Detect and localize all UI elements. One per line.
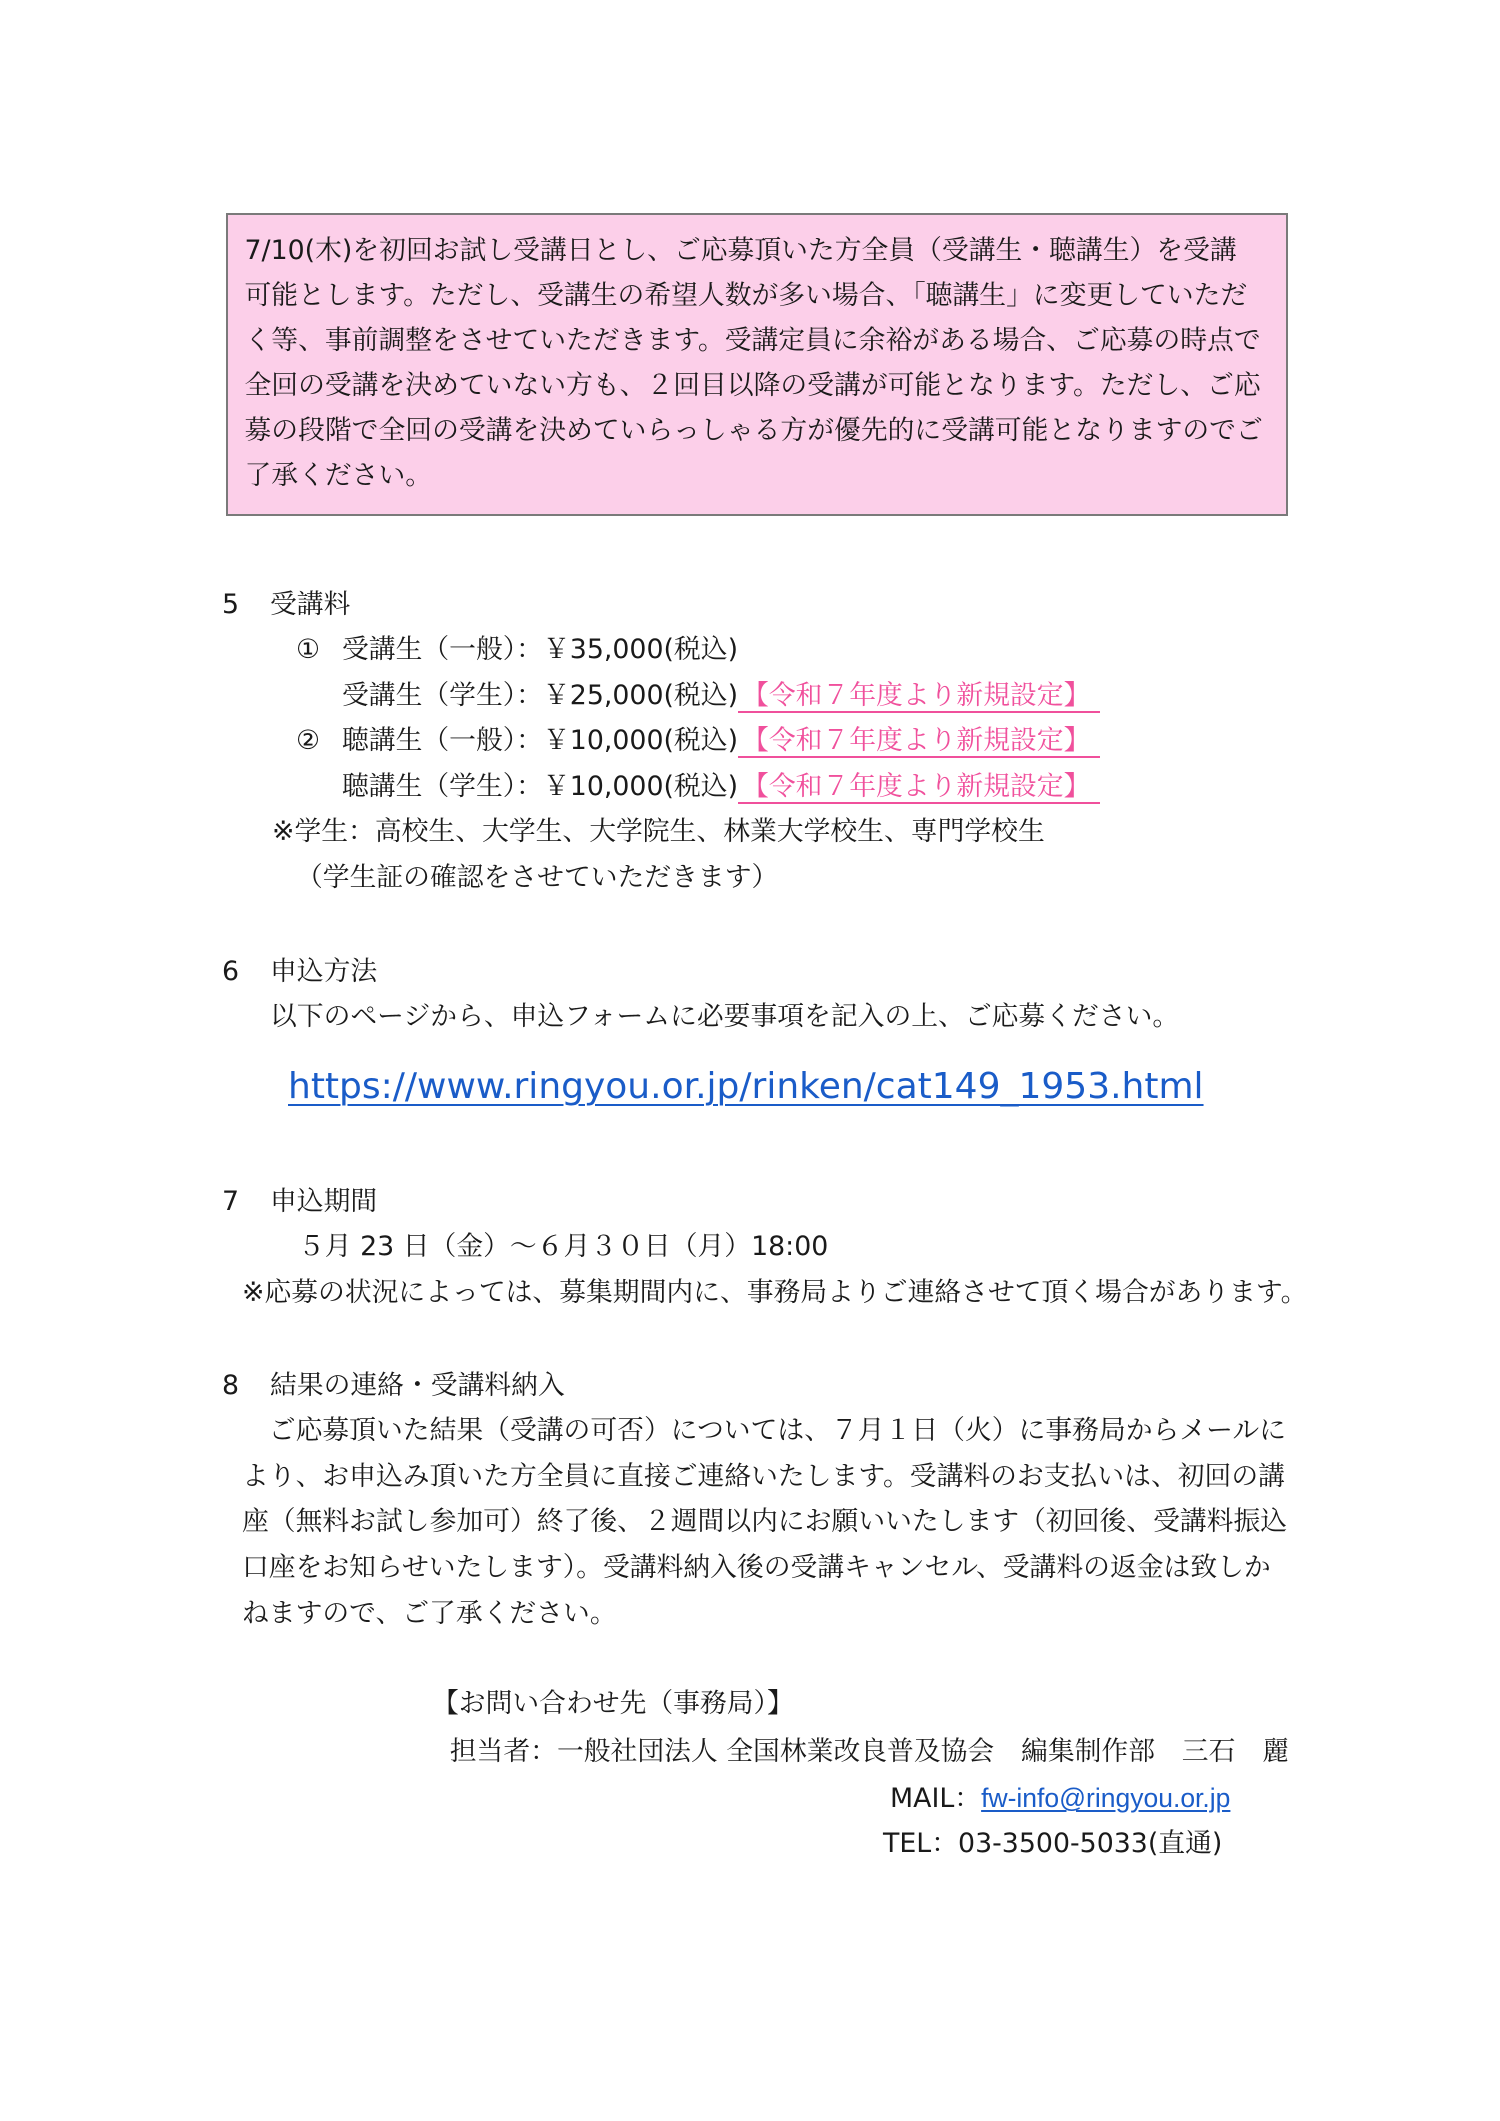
fee-row-student-student [342,673,1100,719]
notice-line: 7/10(木)を初回お試し受講日とし、ご応募頂いた方全員（受講生・聴講生）を受講 [244,234,1237,266]
results-paragraph-line: ご応募頂いた結果（受講の可否）については、７月１日（火）に事務局からメールに [268,1415,1287,1446]
section-title: 結果の連絡・受講料納入 [270,1370,565,1401]
section-number: 8 [222,1370,240,1401]
notice-line: 了承ください。 [244,459,433,491]
application-period-note: ※応募の状況によっては、募集期間内に、事務局よりご連絡させて頂く場合があります。 [242,1277,1308,1308]
section-number: 5 [222,589,240,620]
email-link[interactable]: fw-info@ringyou.or.jp [981,1783,1231,1813]
contact-mail-row [890,1775,1230,1821]
fee-row-auditor-student [342,764,1100,810]
new-setting-note: 【令和７年度より新規設定】 [738,680,1100,713]
results-paragraph-line: 口座をお知らせいたします）。受講料納入後の受講キャンセル、受講料の返金は致しか [242,1552,1271,1583]
section-5-heading [222,582,350,628]
section-number: 6 [222,956,240,987]
section-title: 受講料 [270,589,351,620]
contact-heading: 【お問い合わせ先（事務局）】 [432,1688,794,1719]
student-definition-note: ※学生：高校生、大学生、大学院生、林業大学校生、専門学校生 [272,816,1045,847]
trial-notice-box [226,213,1288,516]
notice-line: く等、事前調整をさせていただきます。受講定員に余裕がある場合、ご応募の時点で [244,324,1261,356]
application-instructions: 以下のページから、申込フォームに必要事項を記入の上、ご応募ください。 [270,1001,1180,1032]
notice-line: 全回の受講を決めていない方も、２回目以降の受講が可能となります。ただし、ご応 [244,369,1261,401]
fee-marker: ② [296,725,321,756]
results-paragraph-line: ねますので、ご了承ください。 [242,1598,617,1629]
section-8-heading [222,1363,565,1409]
fee-marker: ① [296,634,321,665]
new-setting-note: 【令和７年度より新規設定】 [738,725,1100,758]
section-6-heading [222,949,377,995]
section-title: 申込方法 [270,956,378,987]
section-title: 申込期間 [270,1186,378,1217]
contact-tel: TEL：03-3500-5033(直通) [883,1828,1223,1859]
fee-row-student-general [296,627,738,673]
fee-label: 聴講生（学生）：￥10,000(税込) [342,771,739,802]
results-paragraph-line: より、お申込み頂いた方全員に直接ご連絡いたします。受講料のお支払いは、初回の講 [242,1461,1285,1492]
fee-row-auditor-general [296,718,1100,764]
mail-label-text: MAIL： [890,1783,982,1814]
fee-label: 聴講生（一般）：￥10,000(税込) [342,725,739,756]
student-id-note: （学生証の確認をさせていただきます） [296,862,779,893]
section-number: 7 [222,1186,240,1217]
fee-label: 受講生（一般）：￥35,000(税込) [342,634,739,665]
contact-person: 担当者：一般社団法人 全国林業改良普及協会 編集制作部 三石 麗 [449,1736,1289,1767]
fee-label: 受講生（学生）：￥25,000(税込) [342,680,739,711]
section-7-heading [222,1179,377,1225]
notice-line: 可能とします。ただし、受講生の希望人数が多い場合、「聴講生」に変更していただ [244,279,1248,311]
application-dates: ５月 23 日（金）～６月３０日（月）18:00 [298,1231,829,1262]
notice-line: 募の段階で全回の受講を決めていらっしゃる方が優先的に受講可能となりますのでご [244,414,1263,446]
results-paragraph-line: 座（無料お試し参加可）終了後、２週間以内にお願いいたします（初回後、受講料振込 [242,1506,1288,1537]
new-setting-note: 【令和７年度より新規設定】 [738,771,1100,804]
application-url-link[interactable]: https://www.ringyou.or.jp/rinken/cat149_1953.html [288,1066,1204,1107]
